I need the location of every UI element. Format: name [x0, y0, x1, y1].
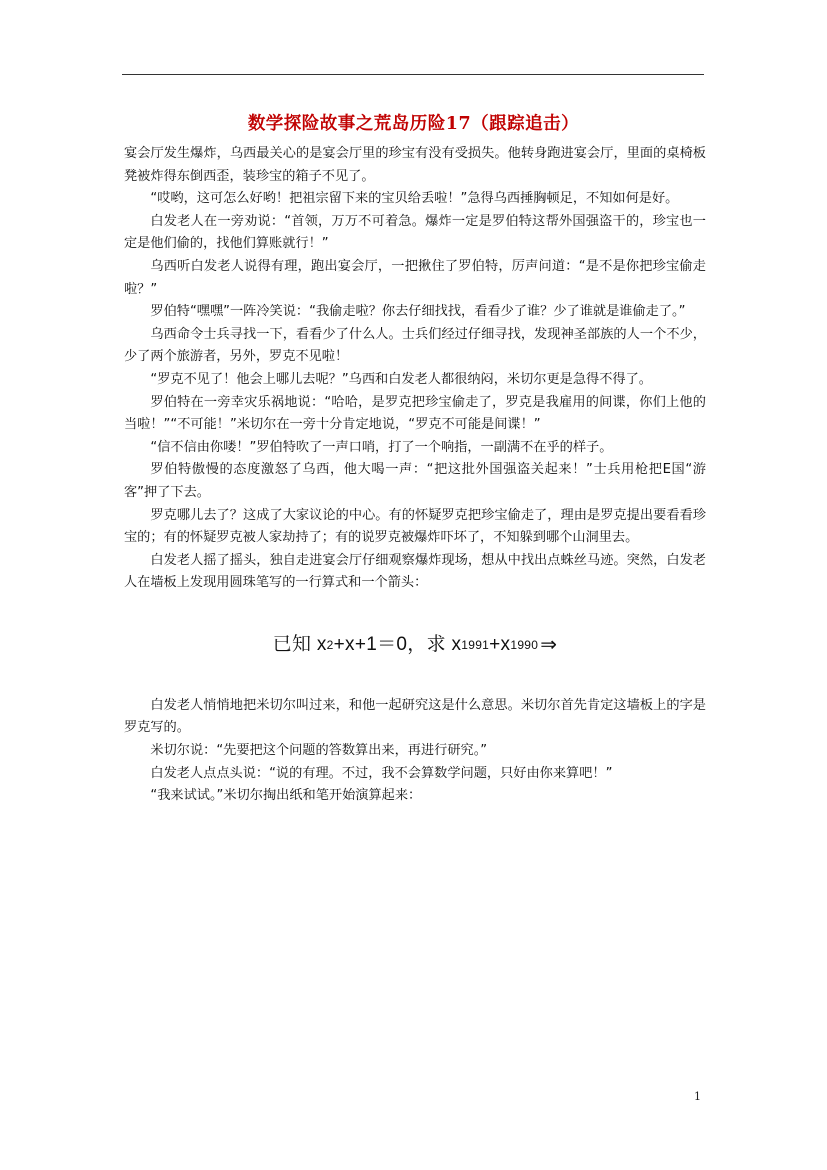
header-rule: [122, 74, 704, 75]
paragraph: 白发老人在一旁劝说：“首领，万万不可着急。爆炸一定是罗伯特这帮外国强盗干的，珍宝也一定是他们偷的，找他们算账就行！”: [124, 213, 706, 252]
formula-middle: +x+1＝0，求 x: [333, 633, 462, 655]
document-title: 数学探险故事之荒岛历险17（跟踪追击）: [247, 114, 580, 134]
formula-exponent: 1990: [510, 637, 539, 652]
paragraph: 宴会厅发生爆炸，乌西最关心的是宴会厅里的珍宝有没有受损失。他转身跑进宴会厅，里面的桌椅板凳被炸得东倒西歪，装珍宝的箱子不见了。: [124, 146, 706, 184]
paragraph: 罗伯特“嘿嘿”一阵冷笑说：“我偷走啦？你去仔细找找，看看少了谁？少了谁就是谁偷走了。”: [150, 304, 686, 320]
formula-plus: +x: [489, 633, 511, 655]
paragraph: 乌西听白发老人说得有理，跑出宴会厅，一把揪住了罗伯特，厉声问道：“是不是你把珍宝偷走啦？”: [124, 258, 706, 297]
equation-formula: [124, 595, 706, 695]
paragraph: 白发老人悄悄地把米切尔叫过来，和他一起研究这是什么意思。米切尔首先肯定这墙板上的字是罗克写的。: [124, 697, 706, 736]
implies-arrow-icon: ⇒: [540, 633, 558, 656]
paragraph: 罗伯特在一旁幸灾乐祸地说：“哈哈，是罗克把珍宝偷走了，罗克是我雇用的间谍，你们上他的当啦！”“不可能！”米切尔在一旁十分肯定地说，“罗克不可能是间谍！”: [124, 394, 706, 433]
paragraph: 罗伯特傲慢的态度激怒了乌西，他大喝一声：“把这批外国强盗关起来！”士兵用枪把E国“游客”押了下去。: [124, 462, 706, 500]
paragraph: 米切尔说：“先要把这个问题的答数算出来，再进行研究。”: [150, 743, 488, 759]
paragraph: 罗克哪儿去了？这成了大家议论的中心。有的怀疑罗克把珍宝偷走了，理由是罗克提出要看看珍宝的；有的怀疑罗克被人家劫持了；有的说罗克被爆炸吓坏了，不知躲到哪个山洞里去。: [124, 507, 706, 546]
story-body: [124, 143, 706, 808]
paragraph: 白发老人点点头说：“说的有理。不过，我不会算数学问题，只好由你来算吧！”: [150, 765, 613, 781]
paragraph: “信不信由你喽！”罗伯特吹了一声口哨，打了一个响指，一副满不在乎的样子。: [150, 439, 613, 455]
paragraph: 白发老人摇了摇头，独自走进宴会厅仔细观察爆炸现场，想从中找出点蛛丝马迹。突然，白发老人在墙板上发现用圆珠笔写的一行算式和一个箭头：: [124, 552, 706, 591]
paragraph: “哎哟，这可怎么好哟！把祖宗留下来的宝贝给丢啦！”急得乌西捶胸顿足，不知如何是好。: [150, 191, 679, 207]
paragraph: “罗克不见了！他会上哪儿去呢？”乌西和白发老人都很纳闷，米切尔更是急得不得了。: [150, 371, 652, 387]
page-number: 1: [694, 1090, 701, 1103]
paragraph: “我来试试。”米切尔掏出纸和笔开始演算起来：: [150, 788, 422, 804]
formula-prefix: 已知 x: [272, 633, 327, 655]
formula-exponent: 2: [326, 637, 334, 652]
formula-exponent: 1991: [461, 637, 490, 652]
paragraph: 乌西命令士兵寻找一下，看看少了什么人。士兵们经过仔细寻找，发现神圣部族的人一个不少，少了两个旅游者，另外，罗克不见啦！: [124, 326, 706, 365]
